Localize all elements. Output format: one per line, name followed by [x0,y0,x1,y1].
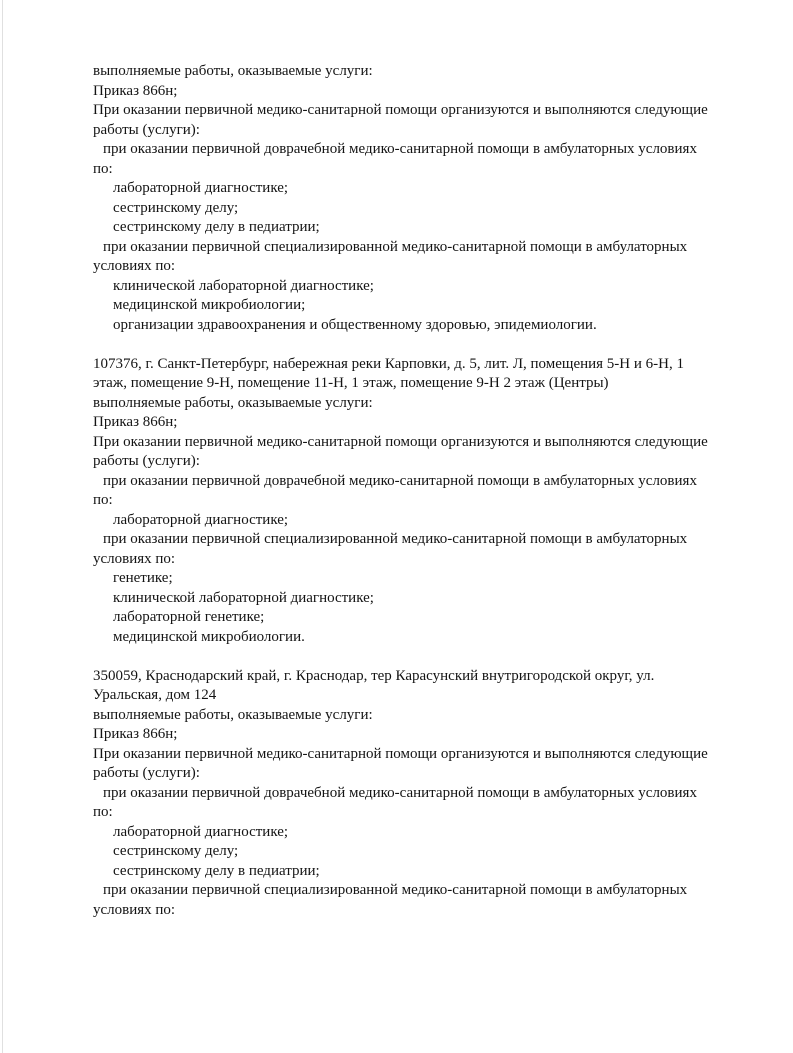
text-line: 107376, г. Санкт-Петербург, набережная реки Карповки, д. 5, лит. Л, помещения 5-Н и 6-Н, 1 [93,355,684,372]
text-line: Приказ 866н; [93,414,178,430]
document-text [93,62,753,920]
text-line: сестринскому делу; [113,843,239,859]
text-line: работы (услуги): [93,121,200,138]
text-line: по: [93,492,113,508]
license-entry-spb [93,355,753,648]
text-line: по: [93,804,113,820]
text-line: сестринскому делу в педиатрии; [113,219,320,235]
text-line: клинической лабораторной диагностике; [113,589,374,606]
license-entry-krasnodar [93,667,753,921]
text-line: лабораторной диагностике; [113,180,289,196]
text-line: 350059, Краснодарский край, г. Краснодар, тер Карасунский внутригородской округ, ул. [93,667,655,684]
container-left-border [2,0,3,1053]
text-line: при оказании первичной специализированной медико-санитарной помощи в амбулаторных [103,238,688,255]
text-line: генетике; [113,570,173,586]
text-line: лабораторной диагностике; [113,823,289,840]
text-line: работы (услуги): [93,765,200,781]
text-line: при оказании первичной доврачебной медико-санитарной помощи в амбулаторных условиях [103,472,697,489]
text-line: условиях по: [93,901,176,918]
text-line: по: [93,160,113,177]
text-line: выполняемые работы, оказываемые услуги: [93,706,373,723]
text-line: лабораторной генетике; [113,609,265,625]
text-line: клинической лабораторной диагностике; [113,277,374,294]
text-line: выполняемые работы, оказываемые услуги: [93,394,373,411]
text-line: условиях по: [93,258,176,274]
text-line: этаж, помещение 9-Н, помещение 11-Н, 1 этаж, помещение 9-Н 2 этаж (Центры) [93,375,609,391]
text-line: сестринскому делу в педиатрии; [113,862,320,879]
text-line: при оказании первичной доврачебной медико-санитарной помощи в амбулаторных условиях [103,784,697,801]
text-line: Приказ 866н; [93,82,178,99]
text-line: медицинской микробиологии. [113,628,305,645]
text-line: При оказании первичной медико-санитарной помощи организуются и выполняются следующие [93,102,708,118]
text-line: при оказании первичной доврачебной медико-санитарной помощи в амбулаторных условиях [103,141,697,157]
text-line: при оказании первичной специализированной медико-санитарной помощи в амбулаторных [103,531,688,547]
license-entry-continuation [93,62,753,335]
text-line: Уральская, дом 124 [93,687,217,703]
text-line: При оказании первичной медико-санитарной помощи организуются и выполняются следующие [93,433,708,450]
text-line: организации здравоохранения и общественному здоровью, эпидемиологии. [113,316,597,333]
text-line: выполняемые работы, оказываемые услуги: [93,63,373,79]
text-line: условиях по: [93,550,176,567]
text-line: Приказ 866н; [93,726,178,742]
text-line: работы (услуги): [93,453,200,469]
text-line: При оказании первичной медико-санитарной помощи организуются и выполняются следующие [93,745,708,762]
text-line: сестринскому делу; [113,199,239,216]
text-line: лабораторной диагностике; [113,511,289,528]
text-line: медицинской микробиологии; [113,297,306,313]
text-line: при оказании первичной специализированной медико-санитарной помощи в амбулаторных [103,882,688,898]
